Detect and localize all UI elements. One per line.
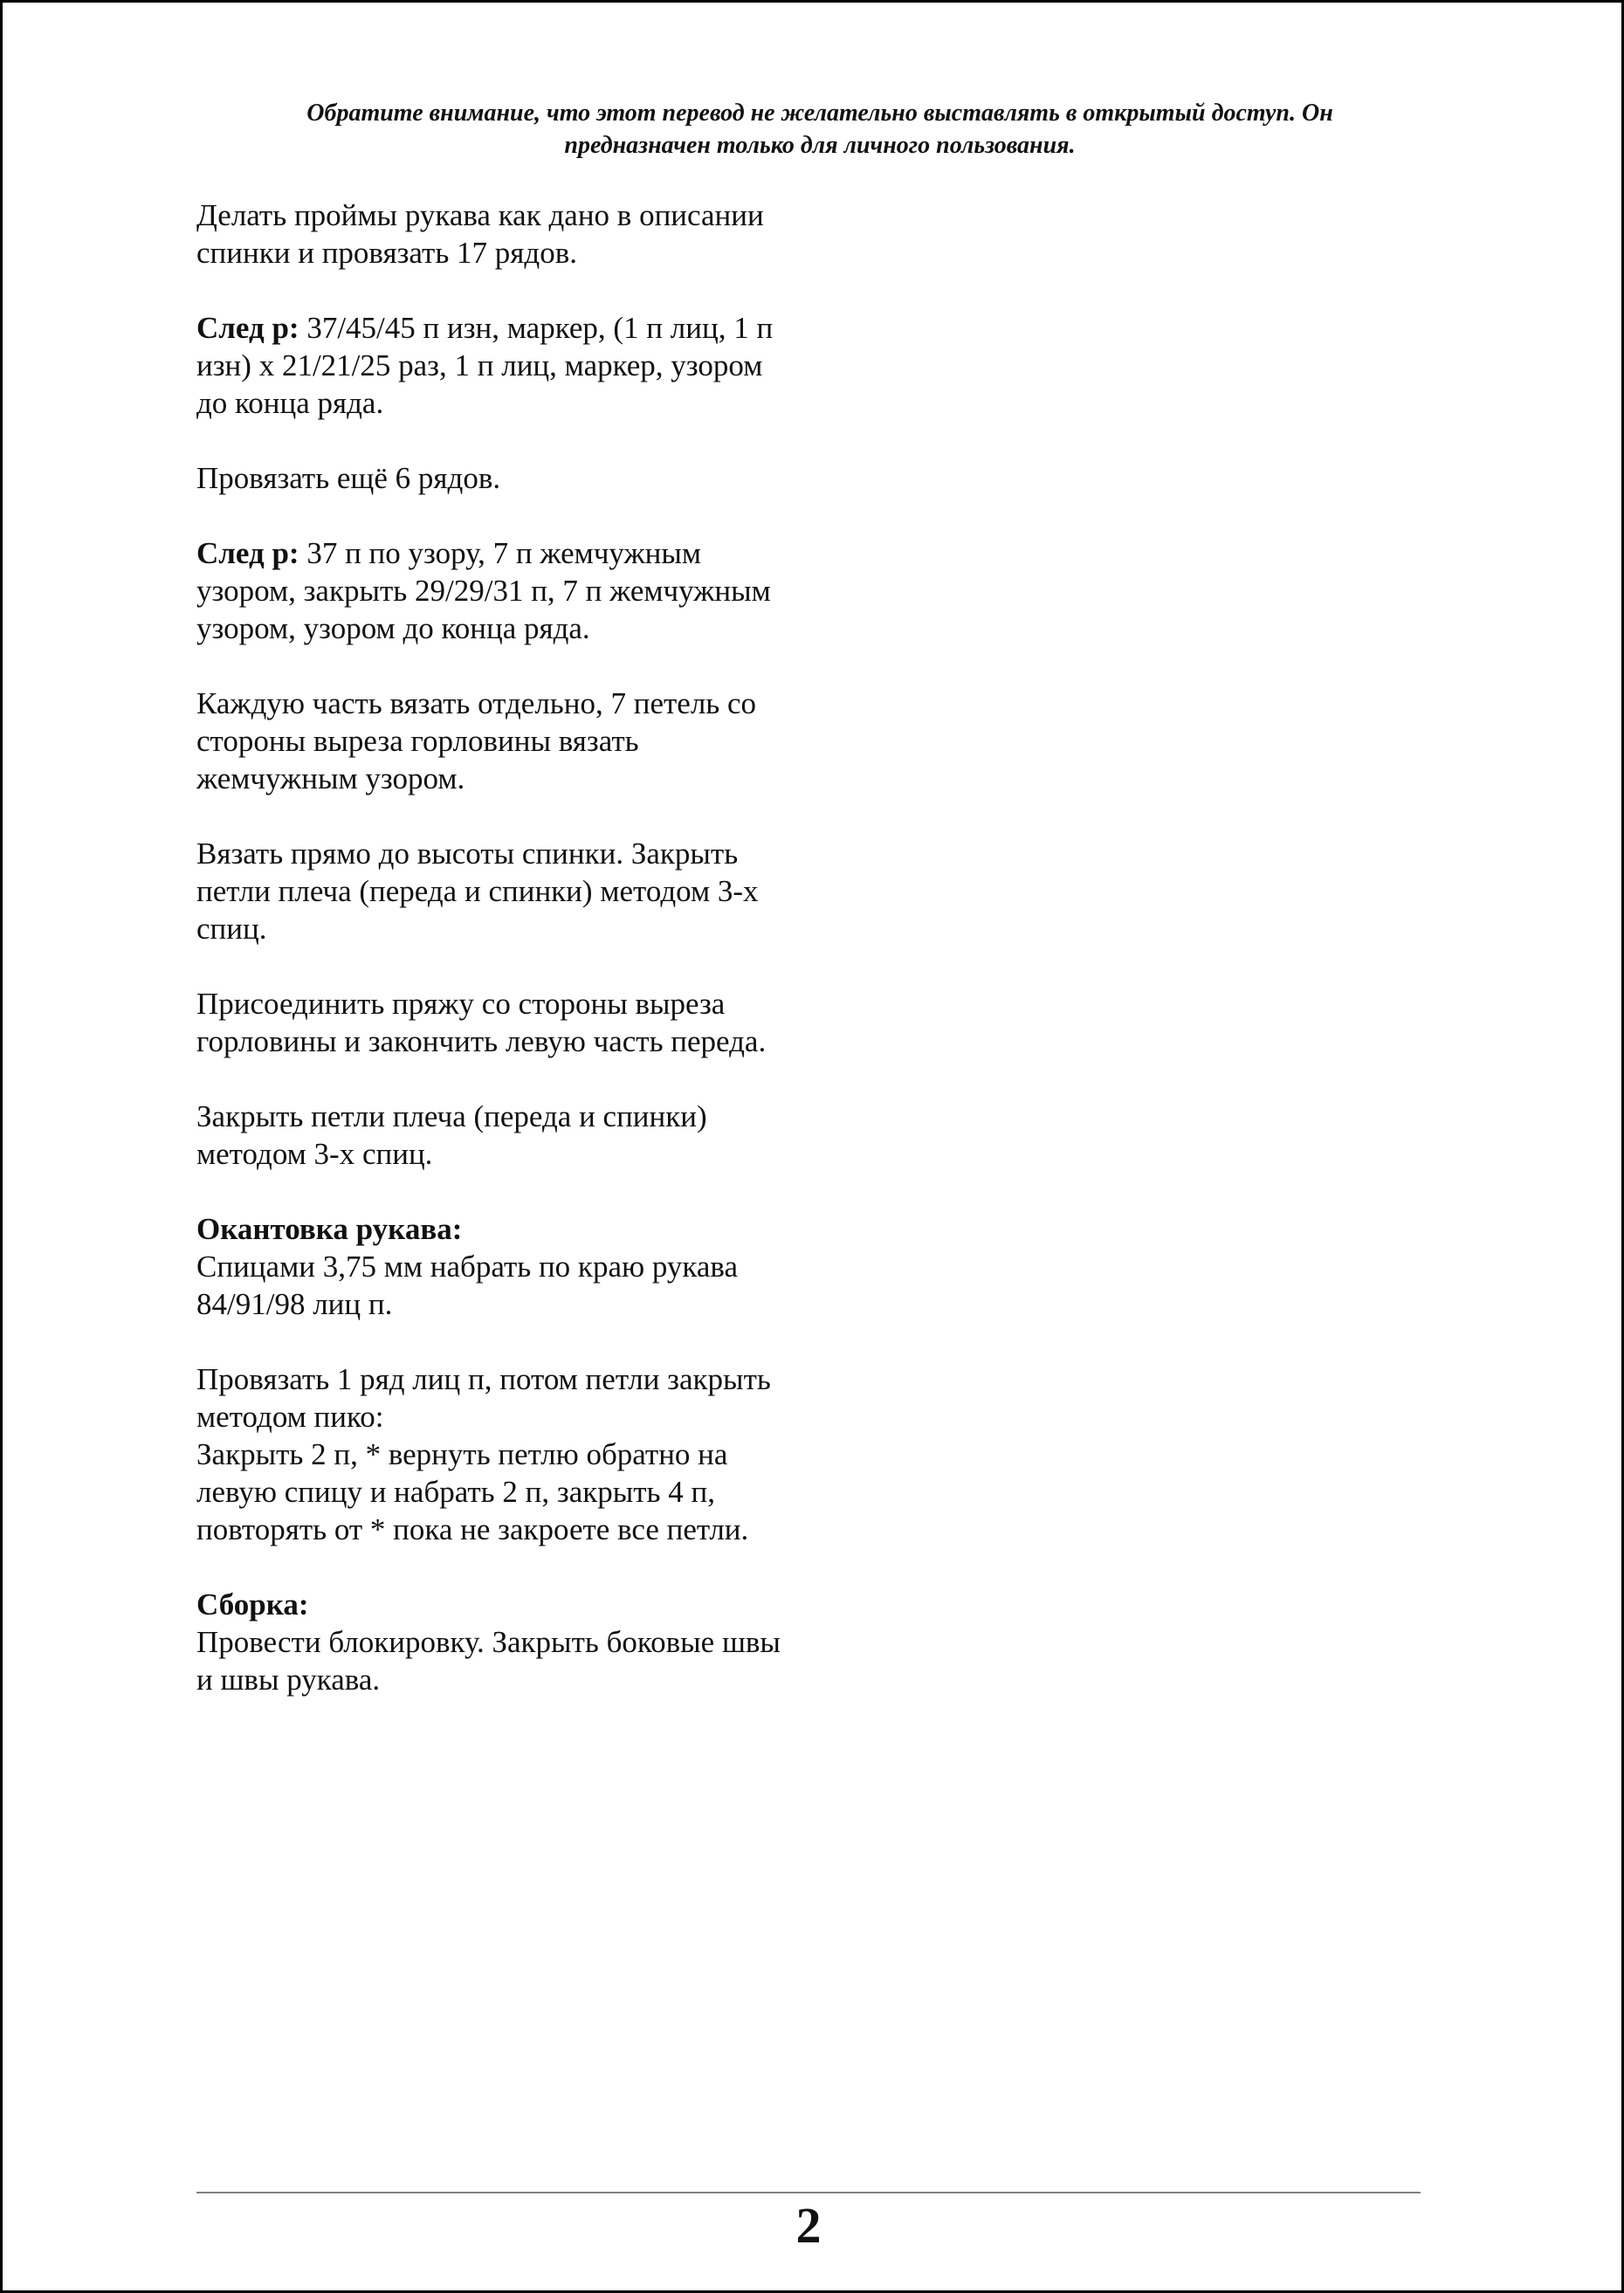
paragraph-each-part: Каждую часть вязать отдельно, 7 петель со стороны выреза горловины вязать жемчужным узором. (196, 686, 757, 795)
section-assembly (196, 1586, 799, 1698)
paragraph-six-rows: Провязать ещё 6 рядов. (196, 461, 501, 495)
paragraph-knit-straight: Вязать прямо до высоты спинки. Закрыть петли плеча (переда и спинки) методом 3-х спиц. (196, 837, 759, 946)
next-row-text: 37 п по узору, 7 п жемчужным узором, закрыть 29/29/31 п, 7 п жемчужным узором, узором до конца ряда. (196, 536, 771, 645)
section-sleeve-edging (196, 1210, 799, 1323)
notice-line-2: предназначен только для личного пользования. (564, 132, 1076, 159)
next-row-label: След р: (196, 536, 299, 570)
paragraph-picot-steps: Закрыть 2 п, * вернуть петлю обратно на левую спицу и набрать 2 п, закрыть 4 п, повторять от * пока не закроете все петли. (196, 1437, 749, 1546)
assembly-text: Провести блокировку. Закрыть боковые швы и швы рукава. (196, 1625, 781, 1697)
paragraph-bind-off-shoulder: Закрыть петли плеча (переда и спинки) методом 3-х спиц. (196, 1099, 707, 1171)
next-row-text: 37/45/45 п изн, маркер, (1 п лиц, 1 п изн) х 21/21/25 раз, 1 п лиц, маркер, узором до конца ряда. (196, 311, 774, 420)
paragraph-picot-intro: Провязать 1 ряд лиц п, потом петли закрыть методом пико: (196, 1362, 771, 1434)
paragraph-armholes: Делать проймы рукава как дано в описании спинки и провязать 17 рядов. (196, 198, 764, 270)
notice-line-1: Обратите внимание, что этот перевод не желательно выставлять в открытый доступ. Он (306, 100, 1333, 127)
paragraph-next-row-1 (196, 309, 799, 422)
copyright-notice (196, 97, 1443, 162)
sleeve-edging-heading: Окантовка рукава: (196, 1212, 463, 1246)
sleeve-edging-text: Спицами 3,75 мм набрать по краю рукава 84/91/98 лиц п. (196, 1250, 739, 1321)
main-text (196, 196, 799, 1736)
next-row-label: След р: (196, 311, 299, 345)
assembly-heading: Сборка: (196, 1587, 309, 1622)
footer-divider (196, 2192, 1421, 2193)
paragraph-join-yarn: Присоединить пряжу со стороны выреза горловины и закончить левую часть переда. (196, 987, 767, 1058)
paragraph-next-row-2 (196, 534, 799, 647)
page-number: 2 (795, 2197, 822, 2254)
